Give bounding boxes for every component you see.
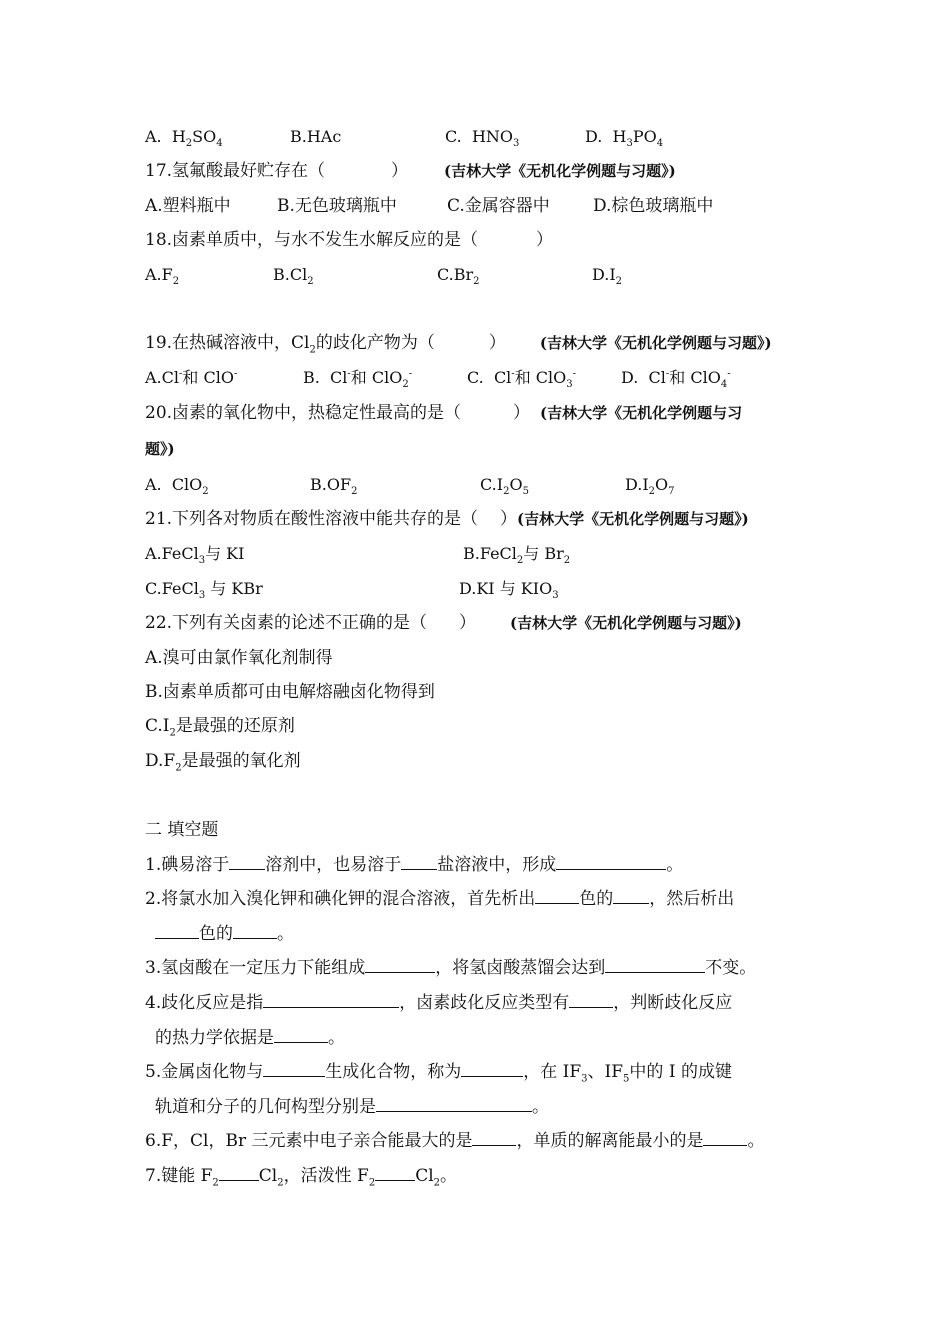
q17-option-c: C.金属容器中 [447,196,550,216]
fill-2-line2: 色的 。 [155,921,820,947]
q19-option-b: B. Cl-和 ClO$_2$- [303,368,413,391]
q18-options [145,262,820,288]
q20-option-b: $B.OF_2$ [310,475,358,498]
fill-6: 6.F，Cl，Br 三元素中电子亲合能最大的是 ，单质的解离能最小的是 。 [145,1128,820,1154]
q18-option-b: $B.Cl_2$ [273,265,314,288]
q21-option-b: B.FeCl$_2$与 $Br_2$ [463,544,571,567]
q22-option-d: $D.F_2$是最强的氧化剂 [145,751,301,774]
q20-option-a: A. ClO$_2$ [145,475,209,498]
q22-source: (吉林大学《无机化学例题与习题》) [510,614,742,632]
blank [263,1059,325,1077]
q22-option-c: $C.I_2$是最强的还原剂 [145,716,295,739]
q20-options [145,472,820,498]
blank [605,955,705,973]
q20-stem: 20.卤素的氧化物中，热稳定性最高的是（ ） (吉林大学《无机化学例题与习 [145,403,743,423]
blank [376,1094,532,1112]
q22-option-b: B.卤素单质都可由电解熔融卤化物得到 [145,682,435,702]
blank [274,1025,328,1043]
q20-option-d: $D.I_2O_7$ [625,475,675,498]
blank [229,852,265,870]
q16-option-c: C. $HNO_3$ [445,127,520,150]
q19-option-c: C. Cl-和 ClO$_3$- [467,368,577,391]
q20-source-line1: (吉林大学《无机化学例题与习 [540,404,743,422]
q22-stem: 22.下列有关卤素的论述不正确的是（ ） (吉林大学《无机化学例题与习题》) [145,613,742,633]
blank [375,1163,415,1181]
q18-option-a: $A.F_2$ [145,265,180,288]
q21-options-row1 [145,541,820,567]
blank [556,852,666,870]
blank [155,921,199,939]
blank [613,886,649,904]
blank [472,1128,516,1146]
fill-7: 7.键能 $F_2$ $Cl_2$，活泼性 $F_2$ $Cl_2$。 [145,1163,820,1189]
fill-4-line2: 的热力学依据是 。 [155,1025,820,1051]
blank [535,886,579,904]
blank [461,1059,523,1077]
blank [365,955,435,973]
q17-option-a: A.塑料瓶中 [145,196,231,216]
blank [569,990,613,1008]
fill-1: 1.碘易溶于 溶剂中，也易溶于 盐溶液中，形成 。 [145,852,820,878]
q21-option-c: C.FeCl$_3$ 与 KBr [145,579,263,602]
q21-option-a: A.FeCl$_3$与 KI [145,544,245,567]
fill-5-line1: 5.金属卤化物与 生成化合物，称为 ，在 $IF_3$、$IF_5$中的 I 的成键 [145,1059,820,1085]
q17-stem: 17.氢氟酸最好贮存在（ ） (吉林大学《无机化学例题与习题》) [145,161,676,181]
q16-option-a: A. $H_2SO_4$ [145,127,223,150]
fill-5-line2: 轨道和分子的几何构型分别是 。 [155,1094,820,1120]
q16-option-d: D. $H_3PO_4$ [585,127,664,150]
fill-2-line1: 2.将氯水加入溴化钾和碘化钾的混合溶液，首先析出 色的 ，然后析出 [145,886,820,912]
q19-source: (吉林大学《无机化学例题与习题》) [539,334,772,352]
q17-option-b: B.无色玻璃瓶中 [277,196,397,216]
q16-option-b: B.HAc [290,127,342,146]
fill-4-line1: 4.歧化反应是指 ，卤素歧化反应类型有 ，判断歧化反应 [145,990,820,1016]
blank [219,1163,259,1181]
q21-options-row2 [145,576,820,602]
blank [401,852,437,870]
q16-options [145,124,820,150]
q21-stem: 21.下列各对物质在酸性溶液中能共存的是（ ）(吉林大学《无机化学例题与习题》) [145,509,749,529]
q18-option-d: $D.I_2$ [592,265,623,288]
q18-stem: 18.卤素单质中，与水不发生水解反应的是（ ） [145,230,554,250]
q18-option-c: $C.Br_2$ [437,265,480,288]
blank [233,921,277,939]
q22-option-a: A.溴可由氯作氧化剂制得 [145,648,333,668]
q20-source-continued [145,436,820,462]
q20-source-line2: 题》) [145,440,175,458]
q21-source: (吉林大学《无机化学例题与习题》) [517,510,749,528]
section2-title: 二 填空题 [145,820,219,840]
q19-options [145,365,820,391]
fill-3: 3.氢卤酸在一定压力下能组成 ，将氢卤酸蒸馏会达到 不变。 [145,955,820,981]
q17-options [145,193,820,219]
q19-stem: 19.在热碱溶液中，$Cl_2$的歧化产物为（ ） (吉林大学《无机化学例题与习题》) [145,333,772,356]
blank [263,990,399,1008]
q19-option-a: A.Cl-和 ClO- [145,368,238,387]
q20-option-c: $C.I_2O_5$ [480,475,529,498]
q19-option-d: D. Cl-和 ClO$_4$- [621,368,731,391]
q21-option-d: D.KI 与 $KIO_3$ [459,579,559,602]
q17-option-d: D.棕色玻璃瓶中 [593,196,714,216]
q17-source: (吉林大学《无机化学例题与习题》) [444,162,676,180]
blank [703,1128,747,1146]
